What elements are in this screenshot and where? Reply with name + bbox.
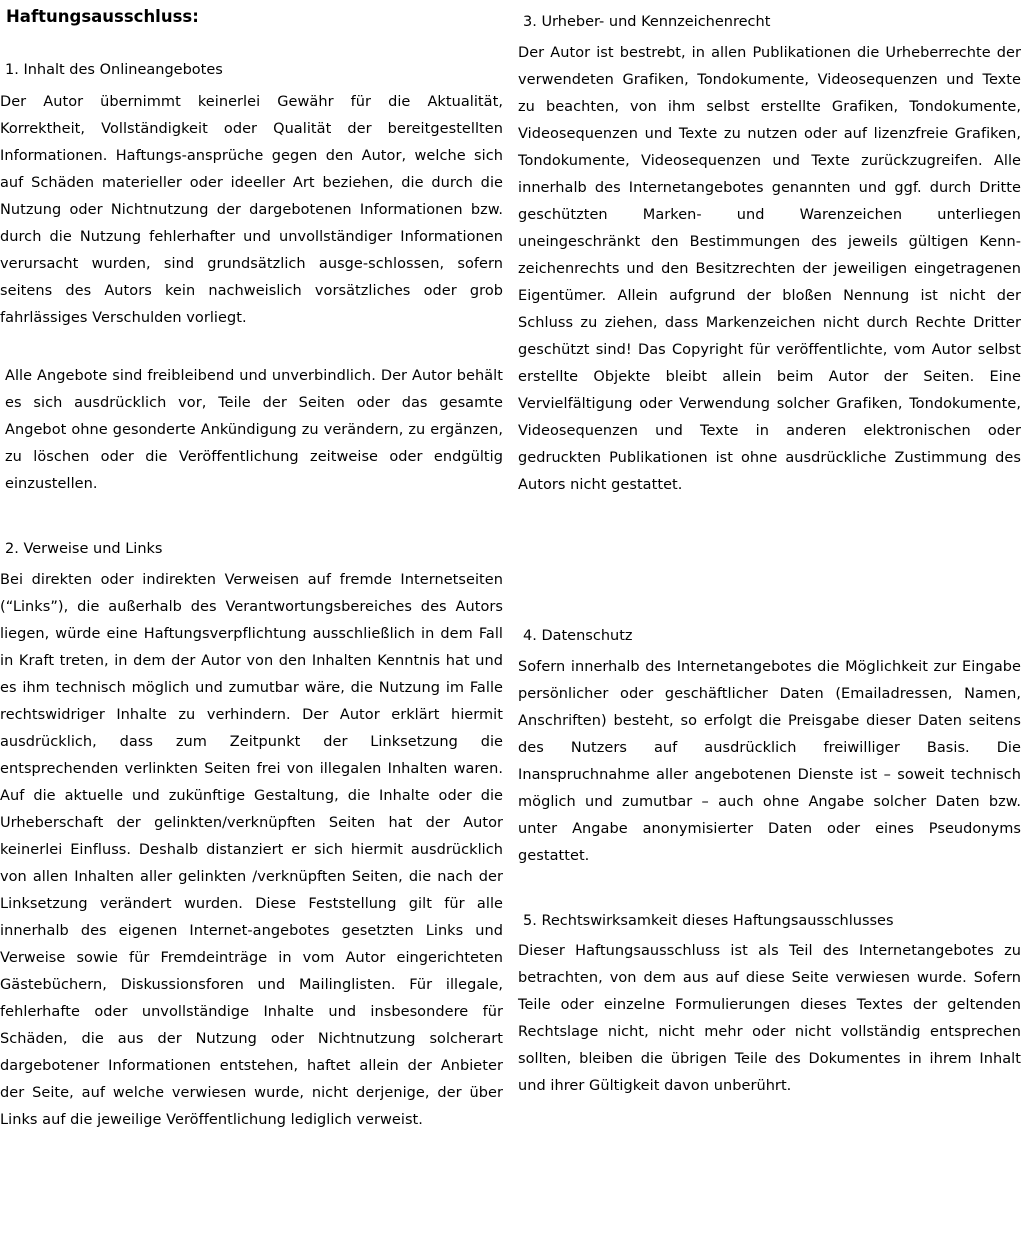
section-paragraph: Sofern innerhalb des Internetangebotes die Möglichkeit zur Eingabe persönlicher oder geschäftlicher Daten (Emailadressen, Namen, Anschriften) besteht, so erfolgt die Preisgabe dieser Daten seitens des Nutzers auf ausdrücklich freiwilliger Basis. Die Inanspruchnahme aller angebotenen Dienste ist – soweit technisch möglich und zumutbar – auch ohne Angabe solcher Daten bzw. unter Angabe anonymisierter Daten oder eines Pseudonyms gestattet. [518, 659, 1021, 864]
section-paragraph: Dieser Haftungsausschluss ist als Teil des Internetangebotes zu betrachten, von dem aus auf diese Seite verwiesen wurde. Sofern Teile oder einzelne Formulierungen dieses Textes der geltenden Rechtslage nicht, nicht mehr oder nicht vollständig entsprechen sollten, bleiben die übrigen Teile des Dokumentes in ihrem Inhalt und ihrer Gültigkeit davon unberührt. [518, 943, 1021, 1094]
section-heading: 4. Datenschutz [523, 628, 633, 644]
section-heading: 2. Verweise und Links [5, 541, 163, 557]
section-paragraph: Der Autor ist bestrebt, in allen Publikationen die Urheberrechte der verwendeten Grafiken, Tondokumente, Videosequenzen und Texte zu beachten, von ihm selbst erstellte Grafiken, Tondokumente, Videosequenzen und Texte zu nutzen oder auf lizenzfreie Grafiken, Tondokumente, Videosequenzen und Texte zurückzugreifen. Alle innerhalb des Internetangebotes genannten und ggf. durch Dritte geschützten Marken- und Warenzeichen unterliegen uneingeschränkt den Bestimmungen des jeweils gültigen Kenn- zeichenrechts und den Besitzrechten der jeweiligen eingetragenen Eigentümer. Allein aufgrund der bloßen Nennung ist nicht der Schluss zu ziehen, dass Markenzeichen nicht durch Rechte Dritter geschützt sind! Das Copyright für veröffentlichte, vom Autor selbst erstellte Objekte bleibt allein beim Autor der Seiten. Eine Vervielfältigung oder Verwendung solcher Grafiken, Tondokumente, Videosequenzen und Texte in anderen elektronischen oder gedruckten Publikationen ist ohne ausdrückliche Zustimmung des Autors nicht gestattet. [518, 45, 1021, 493]
section-heading: 5. Rechtswirksamkeit dieses Haftungsausschlusses [523, 913, 894, 929]
section-heading: 3. Urheber- und Kennzeichenrecht [523, 14, 771, 30]
section-paragraph: Alle Angebote sind freibleibend und unverbindlich. Der Autor behält es sich ausdrücklich vor, Teile der Seiten oder das gesamte Angebot ohne gesonderte Ankündigung zu verändern, zu ergänzen, zu löschen oder die Veröffentlichung zeitweise oder endgültig einzustellen. [5, 368, 503, 492]
section-paragraph: Bei direkten oder indirekten Verweisen auf fremde Internetseiten (“Links”), die außerhalb des Verantwortungsbereiches des Autors liegen, würde eine Haftungsverpflichtung ausschließlich in dem Fall in Kraft treten, in dem der Autor von den Inhalten Kenntnis hat und es ihm technisch möglich und zumutbar wäre, die Nutzung im Falle rechtswidriger Inhalte zu verhindern. Der Autor erklärt hiermit ausdrücklich, dass zum Zeitpunkt der Linksetzung die entsprechenden verlinkten Seiten frei von illegalen Inhalten waren. Auf die aktuelle und zukünftige Gestaltung, die Inhalte oder die Urheberschaft der gelinkten/verknüpften Seiten hat der Autor keinerlei Einfluss. Deshalb distanziert er sich hiermit ausdrücklich von allen Inhalten aller gelinkten /verknüpften Seiten, die nach der Linksetzung verändert wurden. Diese Feststellung gilt für alle innerhalb des eigenen Internet-angebotes gesetzten Links und Verweise sowie für Fremdeinträge in vom Autor eingerichteten Gästebüchern, Diskussionsforen und Mailinglisten. Für illegale, fehlerhafte oder unvollständige Inhalte und insbesondere für Schäden, die aus der Nutzung oder Nichtnutzung solcherart dargebotener Informationen entstehen, haftet allein der Anbieter der Seite, auf welche verwiesen wurde, nicht derjenige, der über Links auf die jeweilige Veröffentlichung lediglich verweist. [0, 572, 503, 1128]
section-heading: 1. Inhalt des Onlineangebotes [5, 62, 223, 78]
page-title: Haftungsausschluss: [6, 7, 199, 26]
section-paragraph: Der Autor übernimmt keinerlei Gewähr für die Aktualität, Korrektheit, Vollständigkeit oder Qualität der bereitgestellten Informationen. Haftungs-ansprüche gegen den Autor, welche sich auf Schäden materieller oder ideeller Art beziehen, die durch die Nutzung oder Nichtnutzung der dargebotenen Informationen bzw. durch die Nutzung fehlerhafter und unvollständiger Informationen verursacht wurden, sind grundsätzlich ausge-schlossen, sofern seitens des Autors kein nachweislich vorsätzliches oder grob fahrlässiges Verschulden vorliegt. [0, 94, 503, 326]
